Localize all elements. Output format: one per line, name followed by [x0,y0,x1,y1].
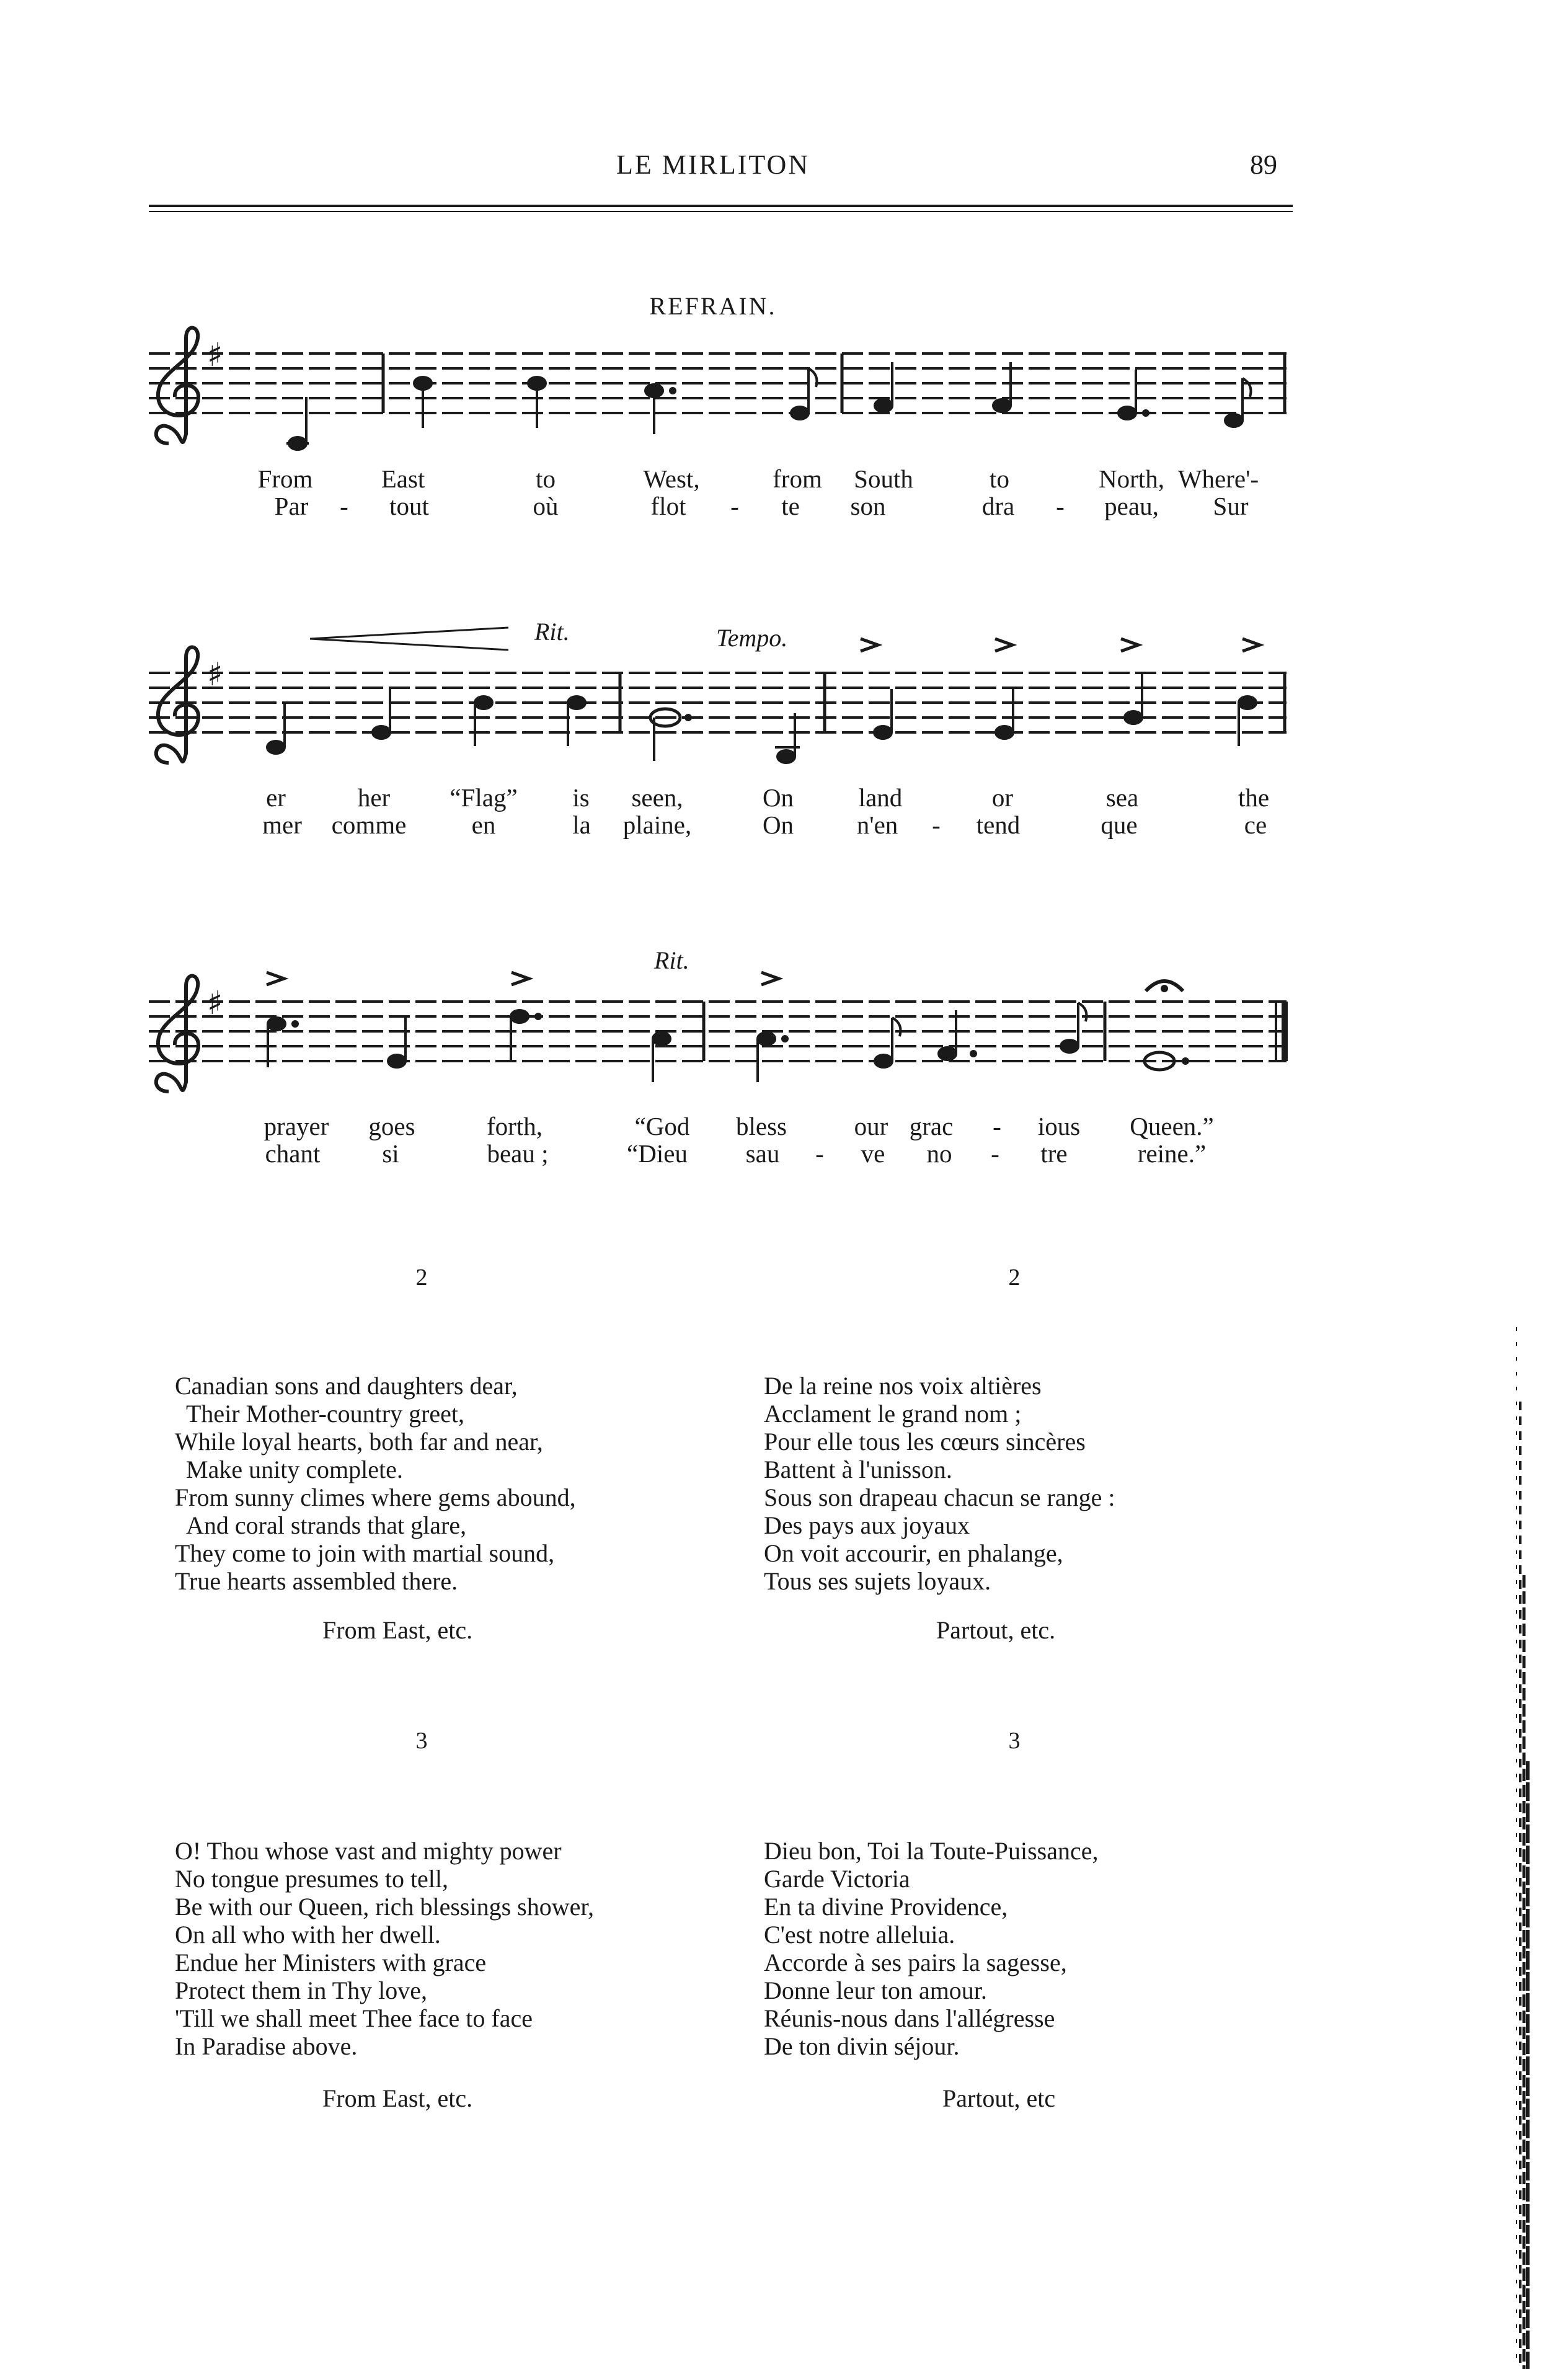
note [993,399,1011,412]
music-staff-3 [0,955,1568,1135]
verse-line: Sous son drapeau chacun se range : [764,1483,1115,1511]
verse-line: Protect them in Thy love, [175,1976,427,2004]
lyric-fr: reine.” [1137,1139,1207,1168]
note [653,1033,670,1045]
verse-line: Canadian sons and daughters dear, [175,1372,518,1400]
treble-clef-icon [156,976,198,1091]
verse-line: Make unity complete. [186,1456,403,1483]
lyric-en: seen, [631,783,683,812]
verse-line: On voit accourir, en phalange, [764,1539,1063,1567]
verse-line: Garde Victoria [764,1865,910,1893]
running-header-title: LE MIRLITON [616,149,810,180]
key-signature-sharp-icon: ♯ [207,656,223,693]
lyric-en: “Flag” [450,783,518,812]
verse-number-en: 2 [415,1265,428,1291]
refrain-heading: REFRAIN. [649,292,777,320]
lyric-en: “God [634,1112,690,1140]
crescendo-hairpin-icon [310,628,508,650]
verse-line: Des pays aux joyaux [764,1511,970,1539]
lyric-en: our [854,1112,888,1140]
header-rule-bottom [149,211,1293,212]
lyric-fr: ve [861,1139,885,1168]
lyric-en: grac [909,1112,954,1140]
note [1239,696,1256,709]
verse-line: De la reine nos voix altières [764,1372,1042,1400]
verse-french [764,1837,1099,2060]
lyric-en: forth, [487,1112,543,1140]
key-signature-sharp-icon: ♯ [207,985,223,1022]
notes [268,1003,1188,1082]
lyric-en: Queen.” [1130,1112,1214,1140]
note [568,696,585,709]
verse-line: True hearts assembled there. [175,1567,458,1595]
lyric-en: South [854,464,913,493]
lyric-en: her [357,783,391,812]
verse-number-fr: 2 [1008,1265,1021,1291]
lyric-en: to [990,464,1009,493]
verse-line: Endue her Ministers with grace [175,1949,487,1976]
lyric-fr: n'en [856,811,898,839]
verse-line: 'Till we shall meet Thee face to face [175,2004,533,2032]
note [875,399,892,412]
verse-refrain-cue: From East, etc. [322,2084,473,2112]
note [388,1055,405,1067]
lyric-fr: - [815,1139,824,1168]
note [1125,711,1142,724]
lyric-fr: plaine, [622,811,692,839]
lyric-fr: Par [274,492,309,520]
lyric-fr: - [1056,492,1065,520]
lyric-en: to [536,464,556,493]
lyric-en: West, [643,464,700,493]
lyric-en: prayer [264,1112,329,1140]
verse-english [175,1372,576,1595]
verse-line: Accorde à ses pairs la sagesse, [764,1949,1067,1976]
lyric-fr: chant [265,1139,321,1168]
note [758,1033,775,1045]
lyric-fr: peau, [1104,492,1159,520]
note [373,726,390,739]
verse-line: They come to join with martial sound, [175,1539,555,1567]
verse-line: En ta divine Providence, [764,1893,1008,1921]
verse-number-en: 3 [415,1728,428,1754]
lyric-en: - [993,1112,1001,1140]
verse-line: From sunny climes where gems abound, [175,1483,576,1511]
note [1061,1040,1078,1052]
lyric-en: from [773,464,822,493]
lyric-fr: si [382,1139,399,1168]
lyric-fr: - [932,811,941,839]
ritardando-marking: Rit. [534,618,570,646]
lyric-fr: où [533,492,559,520]
tempo-marking: Tempo. [716,624,788,652]
verse-line: While loyal hearts, both far and near, [175,1428,543,1456]
verse-line: Dieu bon, Toi la Toute-Puissance, [764,1837,1099,1865]
verse-english [175,1837,594,2060]
lyric-en: er [266,783,286,812]
music-staff-2 [0,614,1568,800]
page-number: 89 [1250,149,1277,180]
lyric-fr: tend [976,811,1021,839]
lyric-fr: sau [745,1139,780,1168]
lyric-en: or [991,783,1014,812]
treble-clef-icon [156,647,198,763]
lyric-fr: - [340,492,348,520]
treble-clef-icon [156,328,198,443]
lyric-en: ious [1037,1112,1081,1140]
header-rule-top [149,205,1293,207]
note [791,407,808,419]
accent-marks [861,639,1260,651]
verse-line: C'est notre alleluia. [764,1921,955,1949]
ritardando-marking: Rit. [654,946,689,974]
note [1225,414,1242,427]
lyric-en: From [257,464,313,493]
note [996,726,1013,739]
lyric-fr: la [572,811,591,839]
verse-french [764,1372,1115,1595]
verse-line: Acclament le grand nom ; [764,1400,1022,1428]
note [939,1047,956,1060]
lyric-en: bless [736,1112,787,1140]
note [268,1018,285,1030]
key-signature-sharp-icon: ♯ [207,337,223,374]
notes [286,362,1251,450]
lyric-fr: son [850,492,886,520]
verse-refrain-cue: Partout, etc [942,2084,1056,2112]
note [875,1055,892,1067]
verse-line: De ton divin séjour. [764,2032,960,2060]
staff-lines [149,1002,1287,1061]
lyric-en: goes [368,1112,415,1140]
lyric-fr: flot [650,492,686,520]
fermata-icon [1146,981,1183,992]
verse-line: Their Mother-country greet, [186,1400,465,1428]
staff-lines [149,673,1287,732]
note [511,1010,528,1023]
lyric-en: is [572,783,590,812]
lyric-en: sea [1105,783,1139,812]
verse-line: Donne leur ton amour. [764,1976,987,2004]
lyric-fr: mer [262,811,302,839]
lyric-fr: Sur [1213,492,1249,520]
lyric-fr: beau ; [487,1139,549,1168]
note [1118,407,1136,419]
lyric-fr: comme [331,811,407,839]
note [777,750,795,763]
note [874,726,892,739]
verse-line: On all who with her dwell. [175,1921,441,1949]
lyric-en: the [1238,783,1270,812]
lyric-en: North, [1099,464,1164,493]
lyric-fr: - [991,1139,999,1168]
verse-line: And coral strands that glare, [186,1511,467,1539]
page-binding-edge [1514,1327,1531,2369]
lyric-fr: - [730,492,739,520]
verse-refrain-cue: Partout, etc. [936,1616,1056,1644]
lyric-fr: ce [1244,811,1267,839]
verse-line: Pour elle tous les cœurs sincères [764,1428,1086,1456]
staff-lines [149,353,1287,413]
lyric-fr: dra [981,492,1015,520]
verse-line: Be with our Queen, rich blessings shower, [175,1893,595,1921]
verse-line: Réunis-nous dans l'allégresse [764,2004,1055,2032]
verse-line: In Paradise above. [175,2032,358,2060]
lyric-en: Where'- [1177,464,1259,493]
note [475,696,492,709]
verse-number-fr: 3 [1008,1728,1021,1754]
lyric-fr: te [781,492,800,520]
lyric-fr: tout [389,492,429,520]
lyric-fr: no [926,1139,952,1168]
lyric-fr: que [1101,811,1138,839]
verse-line: Tous ses sujets loyaux. [764,1567,991,1595]
lyric-en: East [381,464,425,493]
verse-line: Battent à l'unisson. [764,1456,952,1483]
verse-line: No tongue presumes to tell, [175,1865,449,1893]
lyric-en: On [762,783,794,812]
lyric-fr: On [762,811,794,839]
lyric-fr: en [471,811,496,839]
lyric-fr: tre [1040,1139,1068,1168]
lyric-fr: “Dieu [627,1139,688,1168]
note [267,741,285,753]
verse-line: O! Thou whose vast and mighty power [175,1837,562,1865]
accent-marks [267,972,779,985]
verse-refrain-cue: From East, etc. [322,1616,473,1644]
lyric-en: land [858,783,903,812]
